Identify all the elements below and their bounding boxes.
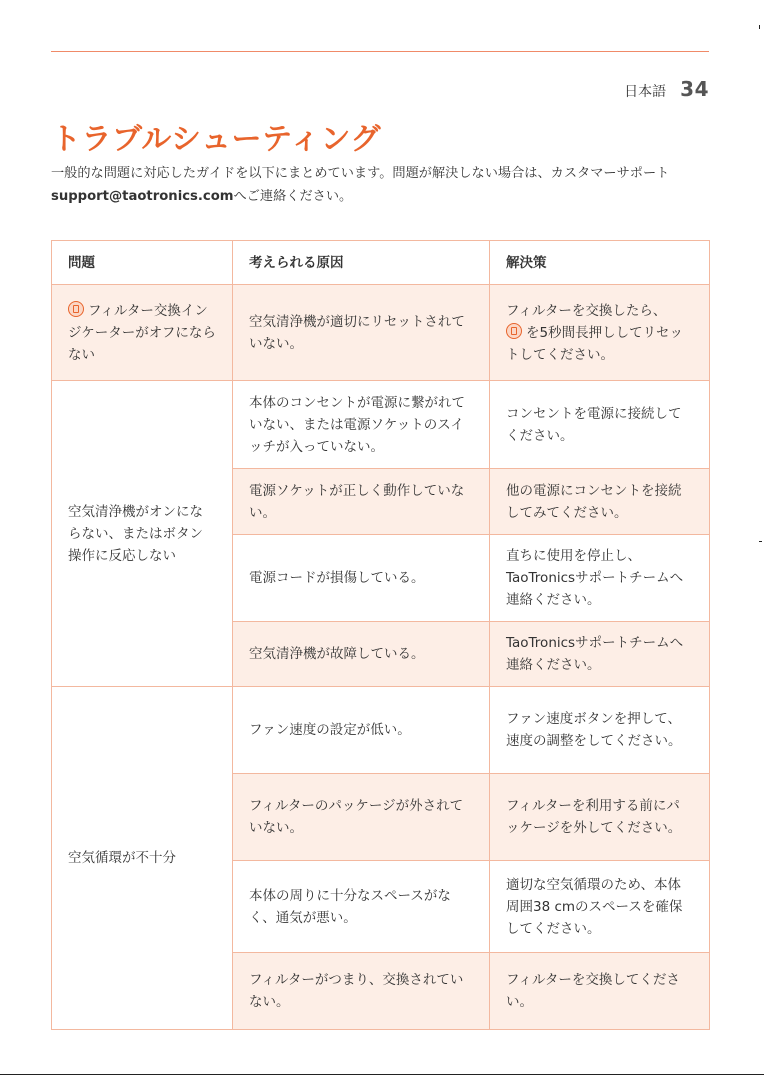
footer-rule <box>0 1074 764 1075</box>
header-cause: 考えられる原因 <box>233 241 490 285</box>
cause-cell: フィルターのパッケージが外されていない。 <box>233 774 490 861</box>
solution-text: を5秒間長押ししてリセットしてください。 <box>506 324 683 363</box>
cause-cell: 電源コードが損傷している。 <box>233 535 490 622</box>
intro-text: 一般的な問題に対応したガイドを以下にまとめています。問題が解決しない場合は、カスタマーサポート <box>51 166 670 181</box>
solution-cell <box>490 285 710 381</box>
table-row <box>52 381 710 469</box>
problem-cell: 空気循環が不十分 <box>52 687 233 1030</box>
solution-cell: 他の電源にコンセントを接続してみてください。 <box>490 469 710 535</box>
solution-cell: 直ちに使用を停止し、TaoTronicsサポートチームへ連絡ください。 <box>490 535 710 622</box>
cause-cell: 空気清浄機が故障している。 <box>233 622 490 687</box>
support-email: support@taotronics.com <box>51 189 234 204</box>
solution-text: フィルターを交換したら、 <box>506 302 667 319</box>
solution-cell: TaoTronicsサポートチームへ連絡ください。 <box>490 622 710 687</box>
table-row <box>52 687 710 774</box>
problem-cell: 空気清浄機がオンにならない、またはボタン操作に反応しない <box>52 381 233 687</box>
page-number: 34 <box>680 77 709 101</box>
intro-text-end: へご連絡ください。 <box>233 189 353 204</box>
cause-cell: 空気清浄機が適切にリセットされていない。 <box>233 285 490 381</box>
page-header <box>624 77 709 101</box>
table-row <box>52 285 710 381</box>
cause-cell: フィルターがつまり、交換されていない。 <box>233 953 490 1030</box>
crop-mark <box>759 541 762 542</box>
header-problem: 問題 <box>52 241 233 285</box>
table-header-row <box>52 241 710 285</box>
problem-cell <box>52 285 233 381</box>
header-solution: 解決策 <box>490 241 710 285</box>
header-rule <box>51 51 709 52</box>
solution-cell: フィルターを利用する前にパッケージを外してください。 <box>490 774 710 861</box>
cause-cell: 電源ソケットが正しく動作していない。 <box>233 469 490 535</box>
solution-cell: 適切な空気循環のため、本体周囲38 cmのスペースを確保してください。 <box>490 861 710 953</box>
problem-text: フィルター交換インジケーターがオフにならない <box>68 302 216 363</box>
solution-cell: コンセントを電源に接続してください。 <box>490 381 710 469</box>
solution-cell: ファン速度ボタンを押して、速度の調整をしてください。 <box>490 687 710 774</box>
troubleshooting-table <box>51 240 710 1030</box>
intro-paragraph <box>51 162 711 208</box>
crop-mark <box>759 25 760 29</box>
page-title: トラブルシューティング <box>51 122 381 157</box>
language-label: 日本語 <box>624 84 667 100</box>
filter-indicator-icon <box>68 301 84 317</box>
solution-cell: フィルターを交換してください。 <box>490 953 710 1030</box>
cause-cell: 本体のコンセントが電源に繋がれていない、または電源ソケットのスイッチが入っていない。 <box>233 381 490 469</box>
filter-indicator-icon <box>506 323 522 339</box>
cause-cell: ファン速度の設定が低い。 <box>233 687 490 774</box>
cause-cell: 本体の周りに十分なスペースがなく、通気が悪い。 <box>233 861 490 953</box>
